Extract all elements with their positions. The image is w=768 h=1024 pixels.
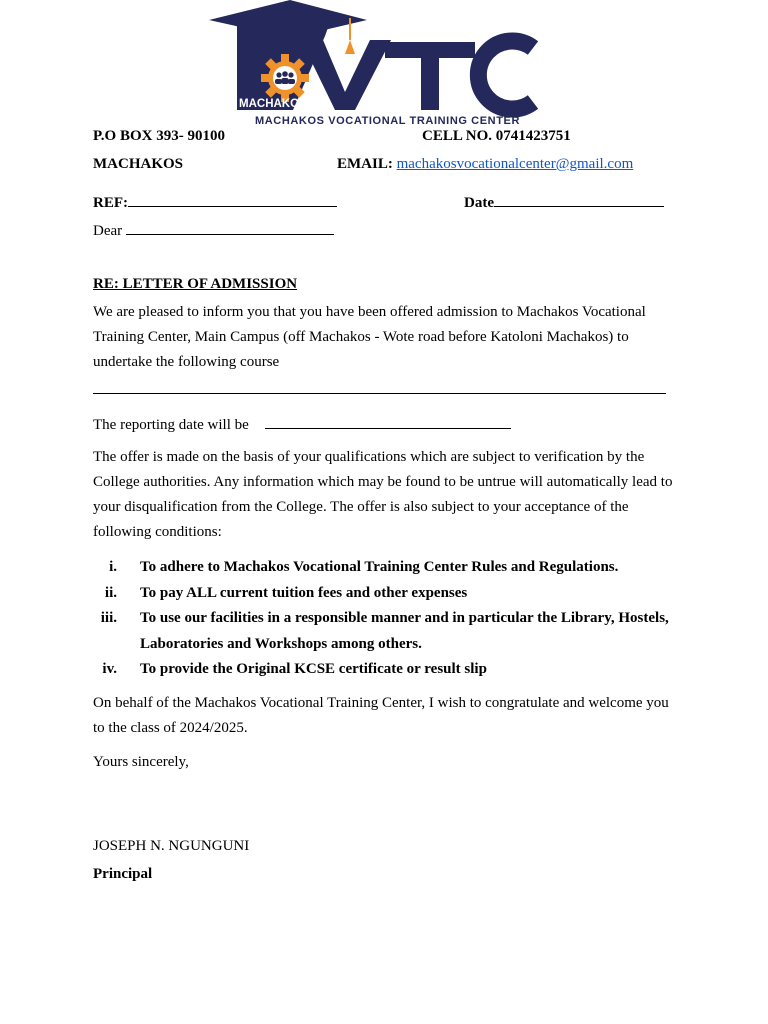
ref-blank: [128, 192, 337, 207]
conditions-list: [93, 555, 673, 683]
list-item-number: i.: [109, 559, 117, 575]
offer-paragraph: The offer is made on the basis of your qualifications which are subject to verification by the College authorities. Any information which may be found to be untrue will automatically lead to your disqualification from the College. The offer is also subject to your acceptance of the following conditions:: [93, 449, 673, 540]
reporting-date-label: The reporting date will be: [93, 417, 249, 433]
date-blank: [494, 192, 664, 207]
list-item-number: iii.: [100, 610, 117, 626]
list-item-text: To provide the Original KCSE certificate or result slip: [140, 661, 487, 677]
sign-off: Yours sincerely,: [93, 754, 189, 770]
list-item: [93, 606, 673, 657]
ref-label: REF:: [93, 195, 128, 211]
intro-paragraph: We are pleased to inform you that you have been offered admission to Machakos Vocational Training Center, Main Campus (off Machakos - Wote road before Katoloni Machakos) to undertake the following course: [93, 304, 646, 370]
list-item: [93, 555, 673, 581]
reporting-date-blank: [265, 414, 511, 429]
dear-field: [93, 220, 334, 240]
list-item-text: To pay ALL current tuition fees and other expenses: [140, 584, 468, 601]
date-label: Date: [464, 195, 494, 211]
dear-label: Dear: [93, 223, 123, 239]
logo-full-name: MACHAKOS VOCATIONAL TRAINING CENTER: [254, 115, 521, 127]
letter-subject: RE: LETTER OF ADMISSION: [93, 276, 298, 292]
list-item: [93, 657, 673, 683]
logo-badge-text: MACHAKOS: [239, 98, 307, 110]
list-item-number: ii.: [104, 584, 117, 601]
cell-number: CELL NO. 0741423751: [422, 128, 571, 144]
signatory-name: JOSEPH N. NGUNGUNI: [93, 838, 250, 854]
course-blank-line: [93, 393, 666, 394]
town: MACHAKOS: [93, 156, 183, 172]
email-line: [337, 156, 633, 173]
list-item: [93, 581, 673, 607]
ref-field: [93, 192, 337, 212]
reporting-date-line: [93, 414, 511, 434]
email-link[interactable]: machakosvocationalcenter@gmail.com: [396, 156, 634, 172]
signatory-title: Principal: [93, 866, 153, 882]
date-field: [464, 192, 664, 212]
gear-icon: [261, 54, 309, 102]
po-box: P.O BOX 393- 90100: [93, 128, 225, 144]
list-item-text: To use our facilities in a responsible manner and in particular the Library, Hostels, Laboratories and Workshops among others.: [140, 610, 669, 652]
email-label: EMAIL:: [337, 156, 393, 172]
list-item-number: iv.: [102, 661, 117, 677]
dear-blank: [126, 220, 334, 235]
vtc-logo: [195, 0, 580, 128]
closing-paragraph: On behalf of the Machakos Vocational Training Center, I wish to congratulate and welcome you to the class of 2024/2025.: [93, 695, 669, 736]
list-item-text: To adhere to Machakos Vocational Training Center Rules and Regulations.: [140, 559, 619, 575]
